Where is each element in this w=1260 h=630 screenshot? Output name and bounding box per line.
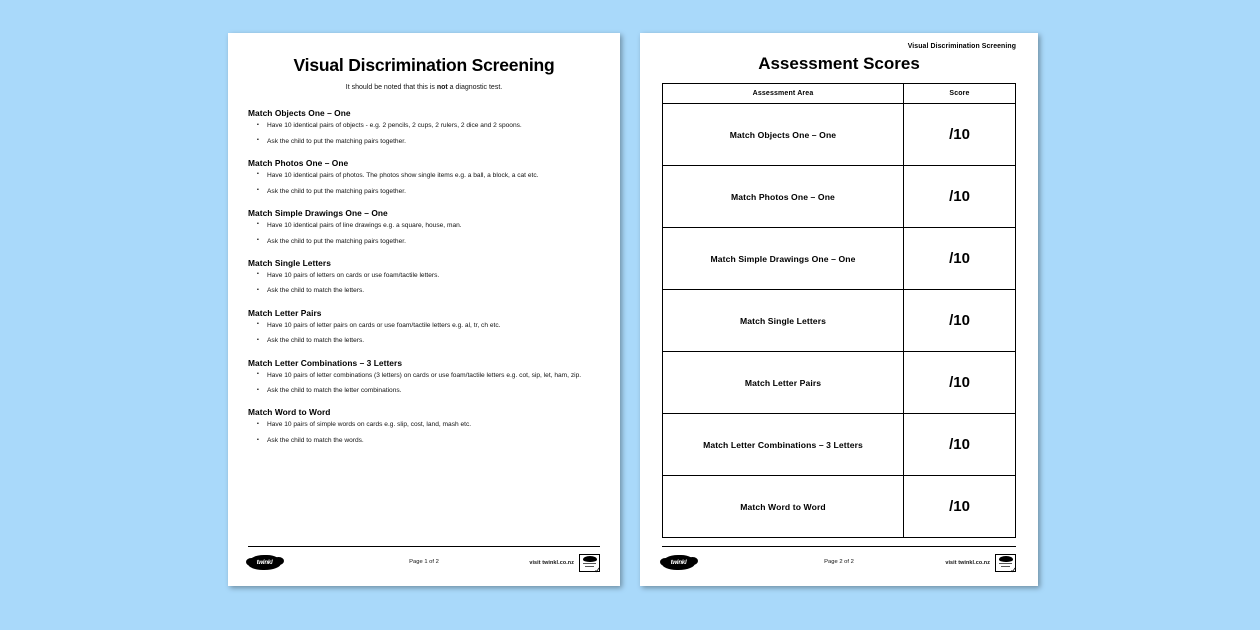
section-bullet-list <box>248 172 600 196</box>
section-bullet-list <box>248 272 600 296</box>
score-cell[interactable]: /10 <box>904 414 1016 476</box>
subtitle-post: a diagnostic test. <box>447 84 503 91</box>
bullet-item: ▪ Ask the child to put the matching pairs together. <box>248 238 600 247</box>
subtitle-emphasis: not <box>436 84 448 91</box>
bullet-item: ▪ Ask the child to match the letter combinations. <box>248 387 600 396</box>
score-cell[interactable]: /10 <box>904 352 1016 414</box>
table-row <box>663 166 1016 228</box>
badge-line <box>585 566 594 567</box>
section-bullet-list <box>248 322 600 346</box>
assessment-scores-table <box>662 83 1016 538</box>
score-cell[interactable]: /10 <box>904 104 1016 166</box>
column-header-area: Assessment Area <box>663 84 904 104</box>
score-cell[interactable]: /10 <box>904 290 1016 352</box>
pencil-icon: ✓ <box>594 564 602 575</box>
score-cell[interactable]: /10 <box>904 476 1016 538</box>
table-row <box>663 228 1016 290</box>
assessment-area-cell: Match Simple Drawings One – One <box>663 228 904 290</box>
page-two-footer <box>662 546 1018 575</box>
page-number: Page 2 of 2 <box>824 559 854 565</box>
instruction-sections <box>248 108 600 446</box>
page-title: Visual Discrimination Screening <box>293 55 555 75</box>
bullet-item: ▪ Have 10 pairs of letter combinations (3 letters) on cards or use foam/tactile letters e.g. cot, sip, let, ham, zip. <box>248 372 600 381</box>
bullet-item: ▪ Have 10 identical pairs of line drawings e.g. a square, house, man. <box>248 222 600 231</box>
badge-line <box>1001 566 1010 567</box>
bullet-item: ▪ Have 10 pairs of letter pairs on cards or use foam/tactile letters e.g. al, tr, ch etc. <box>248 322 600 331</box>
table-row <box>663 352 1016 414</box>
visit-url-text: visit twinkl.co.nz <box>945 559 990 566</box>
worksheet-page-one[interactable] <box>228 33 620 586</box>
instruction-section <box>248 108 600 146</box>
certificate-badge-icon <box>579 554 602 575</box>
page-header-tag: Visual Discrimination Screening <box>907 43 1016 50</box>
assessment-area-cell: Match Word to Word <box>663 476 904 538</box>
pencil-icon: ✓ <box>1010 564 1018 575</box>
section-bullet-list <box>248 122 600 146</box>
table-row <box>663 414 1016 476</box>
section-heading: Match Photos One – One <box>248 157 349 168</box>
bullet-item: ▪ Have 10 identical pairs of photos. The photos show single items e.g. a ball, a block, a cat etc. <box>248 172 600 181</box>
badge-blob <box>999 556 1013 562</box>
table-header-row <box>663 84 1016 104</box>
bullet-item: ▪ Ask the child to put the matching pairs together. <box>248 188 600 197</box>
section-heading: Match Single Letters <box>248 257 331 268</box>
section-heading: Match Simple Drawings One – One <box>248 207 388 218</box>
section-heading: Match Letter Pairs <box>248 307 322 318</box>
bullet-item: ▪ Have 10 identical pairs of objects - e.g. 2 pencils, 2 cups, 2 rulers, 2 dice and 2 spoons. <box>248 122 600 131</box>
worksheet-page-two[interactable] <box>640 33 1038 586</box>
section-bullet-list <box>248 372 600 396</box>
twinkl-logo-text: twinkl <box>670 559 687 566</box>
assessment-area-cell: Match Objects One – One <box>663 104 904 166</box>
page-subtitle <box>248 84 600 91</box>
section-heading: Match Objects One – One <box>248 108 351 118</box>
bullet-item: ▪ Ask the child to match the words. <box>248 437 600 446</box>
section-heading: Match Word to Word <box>248 407 331 418</box>
instruction-section <box>248 407 600 445</box>
scores-title: Assessment Scores <box>758 54 920 73</box>
bullet-item: ▪ Have 10 pairs of letters on cards or use foam/tactile letters. <box>248 272 600 281</box>
page-number: Page 1 of 2 <box>409 559 439 565</box>
score-cell[interactable]: /10 <box>904 166 1016 228</box>
score-cell[interactable]: /10 <box>904 228 1016 290</box>
instruction-section <box>248 258 600 296</box>
bullet-item: ▪ Ask the child to match the letters. <box>248 337 600 346</box>
badge-line <box>999 563 1012 564</box>
table-body <box>663 104 1016 538</box>
twinkl-logo-text: twinkl <box>256 559 273 566</box>
bullet-item: ▪ Have 10 pairs of simple words on cards e.g. slip, cost, land, mash etc. <box>248 421 600 430</box>
table-row <box>663 104 1016 166</box>
table-row <box>663 290 1016 352</box>
assessment-area-cell: Match Photos One – One <box>663 166 904 228</box>
subtitle-pre: It should be noted that this is <box>345 84 437 91</box>
certificate-badge-icon <box>995 554 1018 575</box>
column-header-score: Score <box>904 84 1016 104</box>
assessment-area-cell: Match Letter Combinations – 3 Letters <box>663 414 904 476</box>
instruction-section <box>248 358 600 396</box>
instruction-section <box>248 308 600 346</box>
bullet-item: ▪ Ask the child to match the letters. <box>248 287 600 296</box>
badge-line <box>583 563 596 564</box>
section-bullet-list <box>248 421 600 445</box>
section-heading: Match Letter Combinations – 3 Letters <box>248 357 403 368</box>
bullet-item: ▪ Ask the child to put the matching pairs together. <box>248 138 600 147</box>
instruction-section <box>248 208 600 246</box>
instruction-section <box>248 158 600 196</box>
page-one-footer <box>248 546 602 575</box>
visit-url-text: visit twinkl.co.nz <box>529 559 574 566</box>
assessment-area-cell: Match Letter Pairs <box>663 352 904 414</box>
section-bullet-list <box>248 222 600 246</box>
table-row <box>663 476 1016 538</box>
assessment-area-cell: Match Single Letters <box>663 290 904 352</box>
badge-blob <box>583 556 597 562</box>
